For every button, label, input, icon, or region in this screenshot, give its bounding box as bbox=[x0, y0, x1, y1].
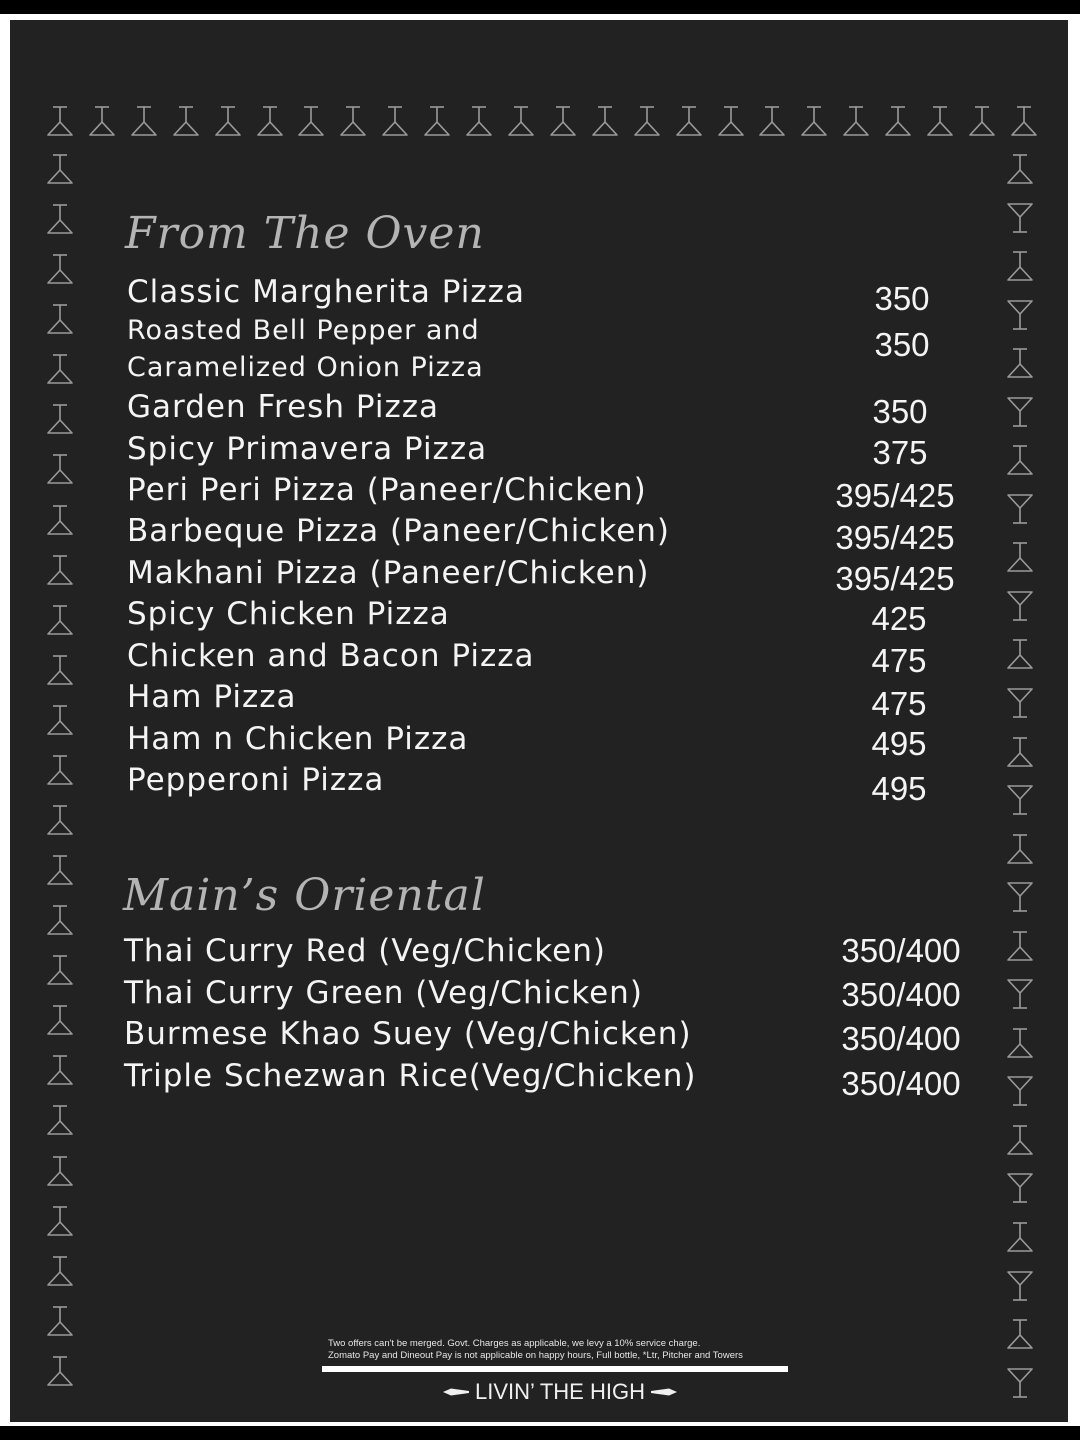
menu-item-name: Spicy Chicken Pizza bbox=[127, 596, 450, 632]
bottom-frame-bar bbox=[0, 1426, 1080, 1440]
menu-item-price: 495 bbox=[871, 725, 927, 762]
cocktail-glass-icon bbox=[44, 1254, 76, 1288]
right-glass-border bbox=[1004, 152, 1036, 1400]
cocktail-glass-icon bbox=[1004, 1220, 1036, 1254]
cocktail-glass-icon bbox=[1004, 637, 1036, 671]
menu-item-price: 350 bbox=[874, 280, 930, 317]
cocktail-glass-icon bbox=[44, 352, 76, 386]
menu-item-name: Classic Margherita Pizza bbox=[127, 274, 525, 310]
section-title-from-the-oven: From The Oven bbox=[125, 208, 485, 259]
footer-divider bbox=[322, 1366, 788, 1372]
menu-item-price: 350/400 bbox=[841, 1020, 961, 1057]
menu-item-name: Garden Fresh Pizza bbox=[127, 389, 440, 425]
cocktail-glass-icon bbox=[44, 903, 76, 937]
cocktail-glass-icon bbox=[86, 104, 118, 138]
menu-item-name: Ham n Chicken Pizza bbox=[127, 721, 469, 757]
cocktail-glass-icon bbox=[44, 953, 76, 987]
menu-item-name: Makhani Pizza (Paneer/Chicken) bbox=[127, 555, 650, 591]
arrow-right-icon bbox=[651, 1387, 677, 1397]
menu-item-name: Peri Peri Pizza (Paneer/Chicken) bbox=[127, 472, 647, 508]
cocktail-glass-icon bbox=[44, 252, 76, 286]
cocktail-glass-icon bbox=[1004, 152, 1036, 186]
cocktail-glass-icon bbox=[505, 104, 537, 138]
menu-item-price: 475 bbox=[871, 685, 927, 722]
cocktail-glass-icon bbox=[1004, 880, 1036, 914]
cocktail-glass-icon bbox=[798, 104, 830, 138]
cocktail-glass-icon bbox=[44, 1053, 76, 1087]
cocktail-glass-icon bbox=[966, 104, 998, 138]
cocktail-glass-icon bbox=[44, 503, 76, 537]
cocktail-glass-icon bbox=[170, 104, 202, 138]
footer-disclaimer-line1: Two offers can't be merged. Govt. Charges as applicable, we levy a 10% service charge. bbox=[328, 1338, 701, 1349]
cocktail-glass-icon bbox=[1004, 201, 1036, 235]
arrow-left-icon bbox=[443, 1387, 469, 1397]
cocktail-glass-icon bbox=[44, 1304, 76, 1338]
top-glass-border bbox=[44, 104, 1040, 140]
cocktail-glass-icon bbox=[1008, 104, 1040, 138]
cocktail-glass-icon bbox=[1004, 443, 1036, 477]
cocktail-glass-icon bbox=[44, 603, 76, 637]
menu-item-name-line1: Roasted Bell Pepper and bbox=[127, 315, 480, 346]
menu-item-price: 375 bbox=[872, 434, 928, 471]
cocktail-glass-icon bbox=[44, 104, 76, 138]
cocktail-glass-icon bbox=[44, 152, 76, 186]
menu-item-price: 475 bbox=[871, 642, 927, 679]
cocktail-glass-icon bbox=[44, 202, 76, 236]
footer-disclaimer bbox=[328, 1338, 798, 1362]
cocktail-glass-icon bbox=[44, 452, 76, 486]
cocktail-glass-icon bbox=[1004, 1366, 1036, 1400]
menu-item-price: 495 bbox=[871, 770, 927, 807]
cocktail-glass-icon bbox=[1004, 346, 1036, 380]
menu-item-name: Burmese Khao Suey (Veg/Chicken) bbox=[124, 1016, 692, 1052]
cocktail-glass-icon bbox=[128, 104, 160, 138]
cocktail-glass-icon bbox=[1004, 1026, 1036, 1060]
menu-item-name: Spicy Primavera Pizza bbox=[127, 431, 488, 467]
cocktail-glass-icon bbox=[1004, 1171, 1036, 1205]
cocktail-glass-icon bbox=[44, 753, 76, 787]
cocktail-glass-icon bbox=[1004, 1123, 1036, 1157]
menu-item-price: 425 bbox=[871, 600, 927, 637]
cocktail-glass-icon bbox=[1004, 249, 1036, 283]
left-glass-border bbox=[44, 152, 76, 1388]
cocktail-glass-icon bbox=[1004, 1317, 1036, 1351]
menu-item-name: Thai Curry Red (Veg/Chicken) bbox=[124, 933, 606, 969]
cocktail-glass-icon bbox=[1004, 929, 1036, 963]
cocktail-glass-icon bbox=[1004, 540, 1036, 574]
cocktail-glass-icon bbox=[882, 104, 914, 138]
cocktail-glass-icon bbox=[1004, 977, 1036, 1011]
cocktail-glass-icon bbox=[44, 653, 76, 687]
cocktail-glass-icon bbox=[44, 1154, 76, 1188]
menu-item-price: 350/400 bbox=[841, 976, 961, 1013]
cocktail-glass-icon bbox=[1004, 298, 1036, 332]
cocktail-glass-icon bbox=[1004, 492, 1036, 526]
section-title-mains-oriental: Main’s Oriental bbox=[123, 870, 486, 921]
menu-item-price: 350 bbox=[874, 326, 930, 363]
cocktail-glass-icon bbox=[631, 104, 663, 138]
cocktail-glass-icon bbox=[254, 104, 286, 138]
cocktail-glass-icon bbox=[44, 703, 76, 737]
cocktail-glass-icon bbox=[44, 1003, 76, 1037]
cocktail-glass-icon bbox=[44, 302, 76, 336]
tagline-text: LIVIN’ THE HIGH bbox=[475, 1379, 645, 1404]
menu-item-price: 350/400 bbox=[841, 1065, 961, 1102]
menu-item-price: 350 bbox=[872, 393, 928, 430]
cocktail-glass-icon bbox=[44, 853, 76, 887]
cocktail-glass-icon bbox=[756, 104, 788, 138]
cocktail-glass-icon bbox=[924, 104, 956, 138]
cocktail-glass-icon bbox=[547, 104, 579, 138]
cocktail-glass-icon bbox=[1004, 735, 1036, 769]
cocktail-glass-icon bbox=[840, 104, 872, 138]
menu-item-name: Barbeque Pizza (Paneer/Chicken) bbox=[127, 513, 671, 549]
menu-item-name: Thai Curry Green (Veg/Chicken) bbox=[124, 975, 643, 1011]
cocktail-glass-icon bbox=[1004, 589, 1036, 623]
footer-disclaimer-line2: Zomato Pay and Dineout Pay is not applicable on happy hours, Full bottle, *Ltr, Pitcher and Towers bbox=[328, 1350, 743, 1361]
cocktail-glass-icon bbox=[1004, 1074, 1036, 1108]
cocktail-glass-icon bbox=[44, 553, 76, 587]
cocktail-glass-icon bbox=[715, 104, 747, 138]
menu-item-name: Ham Pizza bbox=[127, 679, 297, 715]
cocktail-glass-icon bbox=[44, 1204, 76, 1238]
menu-item-price: 395/425 bbox=[835, 560, 955, 597]
cocktail-glass-icon bbox=[1004, 1269, 1036, 1303]
cocktail-glass-icon bbox=[1004, 832, 1036, 866]
cocktail-glass-icon bbox=[44, 803, 76, 837]
cocktail-glass-icon bbox=[212, 104, 244, 138]
menu-item-price: 395/425 bbox=[835, 519, 955, 556]
menu-item-name: Pepperoni Pizza bbox=[127, 762, 385, 798]
cocktail-glass-icon bbox=[295, 104, 327, 138]
cocktail-glass-icon bbox=[673, 104, 705, 138]
cocktail-glass-icon bbox=[589, 104, 621, 138]
cocktail-glass-icon bbox=[1004, 783, 1036, 817]
cocktail-glass-icon bbox=[44, 1103, 76, 1137]
cocktail-glass-icon bbox=[1004, 395, 1036, 429]
menu-item-price: 350/400 bbox=[841, 932, 961, 969]
cocktail-glass-icon bbox=[337, 104, 369, 138]
cocktail-glass-icon bbox=[1004, 686, 1036, 720]
footer-tagline bbox=[440, 1378, 680, 1406]
cocktail-glass-icon bbox=[463, 104, 495, 138]
menu-item-name-line2: Caramelized Onion Pizza bbox=[127, 352, 484, 383]
cocktail-glass-icon bbox=[44, 1354, 76, 1388]
menu-item-name: Chicken and Bacon Pizza bbox=[127, 638, 535, 674]
top-frame-bar bbox=[0, 0, 1080, 14]
menu-item-name: Triple Schezwan Rice(Veg/Chicken) bbox=[124, 1058, 697, 1094]
cocktail-glass-icon bbox=[44, 402, 76, 436]
cocktail-glass-icon bbox=[379, 104, 411, 138]
menu-item-price: 395/425 bbox=[835, 477, 955, 514]
cocktail-glass-icon bbox=[421, 104, 453, 138]
